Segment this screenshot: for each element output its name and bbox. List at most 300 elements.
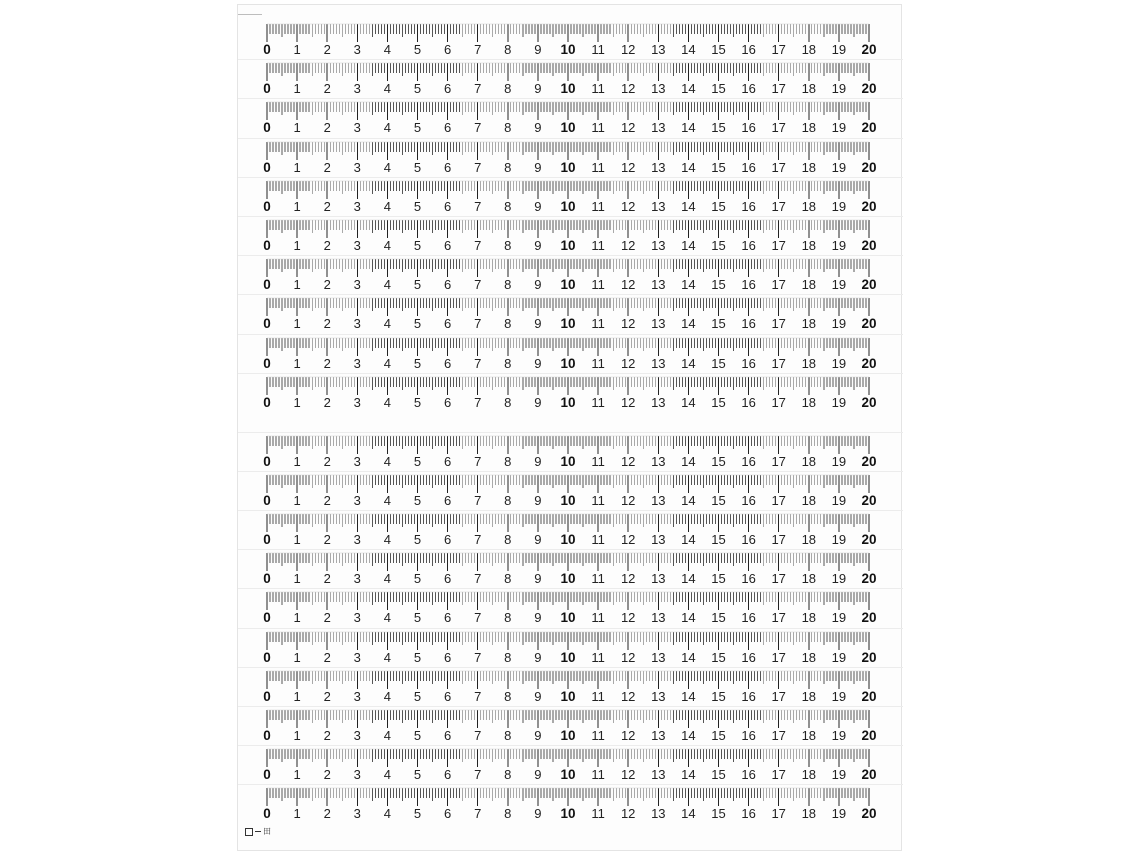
ruler-label: 3	[353, 42, 361, 57]
ruler-label: 0	[263, 805, 271, 821]
ruler-label: 8	[504, 766, 512, 782]
ruler-label: 18	[801, 766, 817, 782]
ruler-label: 5	[413, 688, 422, 704]
ruler-label: 17	[771, 120, 786, 136]
ruler-label: 0	[263, 198, 271, 214]
ruler-label: 13	[651, 571, 666, 587]
ruler-label: 17	[771, 42, 786, 57]
ruler-strip	[238, 511, 903, 550]
ruler-label: 13	[651, 766, 666, 782]
ruler-label: 11	[591, 454, 605, 469]
ruler-label: 15	[711, 277, 726, 293]
ruler-label: 4	[383, 766, 392, 782]
ruler-label: 8	[504, 688, 512, 704]
ruler-label: 14	[681, 277, 696, 293]
ruler-label: 0	[263, 454, 271, 469]
ruler-label: 4	[383, 688, 392, 704]
ruler-label: 16	[741, 394, 756, 410]
ruler-label: 11	[591, 688, 605, 704]
ruler-label: 8	[504, 355, 512, 371]
ruler-label: 15	[711, 355, 726, 371]
ruler-label: 11	[591, 277, 605, 293]
ruler-label: 5	[413, 493, 422, 509]
ruler-label: 1	[293, 766, 301, 782]
ruler-label: 16	[741, 727, 756, 743]
ruler-label: 2	[323, 120, 331, 136]
ruler-label: 19	[831, 81, 847, 97]
ruler-label: 8	[504, 649, 512, 665]
ruler-label: 16	[741, 81, 756, 97]
ruler-label: 9	[534, 610, 542, 626]
ruler-label: 10	[560, 159, 576, 175]
ruler-label: 9	[534, 198, 542, 214]
ruler-label: 19	[831, 649, 847, 665]
ruler-strip	[238, 217, 903, 256]
ruler-label: 19	[831, 454, 847, 469]
ruler-label: 13	[651, 355, 666, 371]
ruler-label: 20	[861, 316, 877, 332]
ruler-label: 17	[771, 493, 786, 509]
ruler-label: 18	[801, 649, 817, 665]
ruler-label: 0	[263, 42, 271, 57]
ruler-label: 12	[620, 120, 636, 136]
ruler-label: 4	[383, 610, 392, 626]
ruler-label: 3	[353, 159, 361, 175]
ruler-label: 9	[534, 532, 542, 548]
ruler-label: 2	[323, 355, 331, 371]
strip-divider	[238, 255, 903, 256]
ruler-label: 1	[293, 81, 301, 97]
ruler-label: 6	[443, 277, 452, 293]
ruler-strip	[238, 295, 903, 334]
ruler-label: 1	[293, 805, 301, 821]
strip-divider	[238, 784, 903, 785]
ruler-label: 10	[560, 316, 576, 332]
ruler-label: 12	[620, 355, 636, 371]
ruler-label: 13	[651, 532, 666, 548]
ruler-label: 4	[383, 394, 392, 410]
ruler-label: 10	[560, 42, 576, 57]
ruler-label: 5	[413, 649, 422, 665]
ruler-label: 10	[560, 610, 576, 626]
ruler-label: 12	[620, 42, 636, 57]
ruler-strip	[238, 668, 903, 707]
ruler-label: 14	[681, 610, 696, 626]
ruler-label: 12	[620, 766, 636, 782]
ruler-label: 1	[293, 727, 301, 743]
ruler-label: 12	[620, 277, 636, 293]
ruler-label: 10	[560, 532, 576, 548]
ruler-label: 13	[651, 454, 666, 469]
ruler-label: 1	[293, 120, 301, 136]
ruler-label: 2	[323, 493, 331, 509]
ruler-label: 16	[741, 610, 756, 626]
ruler-label: 10	[560, 198, 576, 214]
footer-mark-text: 田	[263, 827, 271, 836]
ruler-label: 18	[801, 454, 817, 469]
ruler-label: 8	[504, 42, 512, 57]
ruler-label: 0	[263, 532, 271, 548]
ruler-label: 12	[620, 532, 636, 548]
ruler-label: 2	[323, 532, 331, 548]
ruler-label: 11	[591, 198, 605, 214]
ruler-label: 18	[801, 238, 817, 253]
ruler-label: 15	[711, 493, 726, 509]
ruler-label: 5	[413, 277, 422, 293]
ruler-label: 0	[263, 316, 271, 332]
ruler-label: 6	[443, 493, 452, 509]
ruler-label: 19	[831, 316, 847, 332]
ruler-label: 2	[323, 238, 331, 253]
ruler-label: 9	[534, 159, 542, 175]
ruler-label: 10	[560, 277, 576, 293]
ruler-label: 8	[504, 727, 512, 743]
ruler-label: 9	[534, 766, 542, 782]
ruler-label: 16	[741, 454, 756, 469]
ruler-label: 15	[711, 610, 726, 626]
ruler-label: 12	[620, 727, 636, 743]
ruler-label: 2	[323, 198, 331, 214]
ruler-label: 2	[323, 394, 331, 410]
ruler-label: 15	[711, 688, 726, 704]
ruler-label: 8	[504, 532, 512, 548]
ruler-label: 13	[651, 649, 666, 665]
ruler-label: 8	[504, 394, 512, 410]
ruler-label: 15	[711, 727, 726, 743]
ruler-label: 18	[801, 727, 817, 743]
ruler-label: 3	[353, 727, 361, 743]
ruler-label: 8	[504, 120, 512, 136]
strip-divider	[238, 373, 903, 374]
ruler-label: 13	[651, 159, 666, 175]
ruler-label: 20	[861, 571, 877, 587]
ruler-label: 10	[560, 394, 576, 410]
ruler-strip	[238, 629, 903, 668]
ruler-label: 7	[474, 81, 482, 97]
ruler-label: 1	[293, 159, 301, 175]
ruler-label: 3	[353, 610, 361, 626]
ruler-label: 5	[413, 238, 422, 253]
ruler-label: 6	[443, 766, 452, 782]
ruler-label: 7	[474, 159, 482, 175]
ruler-label: 1	[293, 316, 301, 332]
ruler-label: 9	[534, 355, 542, 371]
ruler-label: 14	[681, 493, 696, 509]
ruler-label: 6	[443, 610, 452, 626]
ruler-label: 20	[861, 394, 877, 410]
strip-divider	[238, 706, 903, 707]
ruler-label: 4	[383, 649, 392, 665]
ruler-label: 6	[443, 159, 452, 175]
ruler-label: 17	[771, 766, 786, 782]
ruler-label: 20	[861, 805, 877, 821]
ruler-label: 11	[591, 238, 605, 253]
ruler-label: 17	[771, 316, 786, 332]
ruler-label: 9	[534, 649, 542, 665]
ruler-label: 16	[741, 571, 756, 587]
ruler-label: 14	[681, 81, 696, 97]
ruler-label: 10	[560, 649, 576, 665]
ruler-label: 9	[534, 493, 542, 509]
ruler-label: 10	[560, 571, 576, 587]
ruler-label: 20	[861, 454, 877, 469]
ruler-label: 9	[534, 120, 542, 136]
ruler-label: 7	[474, 355, 482, 371]
ruler-label: 12	[620, 159, 636, 175]
square-icon	[245, 828, 253, 836]
ruler-label: 11	[591, 355, 605, 371]
ruler-label: 12	[620, 81, 636, 97]
ruler-strip	[238, 472, 903, 511]
ruler-label: 10	[560, 805, 576, 821]
ruler-label: 8	[504, 571, 512, 587]
ruler-label: 1	[293, 571, 301, 587]
ruler-label: 1	[293, 493, 301, 509]
ruler-label: 7	[474, 454, 482, 469]
ruler-label: 6	[443, 649, 452, 665]
ruler-label: 0	[263, 493, 271, 509]
ruler-label: 3	[353, 766, 361, 782]
ruler-label: 13	[651, 688, 666, 704]
ruler-label: 4	[383, 727, 392, 743]
ruler-label: 12	[620, 394, 636, 410]
ruler-label: 19	[831, 42, 847, 57]
ruler-label: 2	[323, 688, 331, 704]
ruler-label: 6	[443, 355, 452, 371]
ruler-label: 7	[474, 727, 482, 743]
strip-divider	[238, 216, 903, 217]
ruler-label: 3	[353, 238, 361, 253]
ruler-strip	[238, 374, 903, 413]
strip-divider	[238, 432, 903, 433]
ruler-label: 20	[861, 120, 877, 136]
ruler-label: 1	[293, 355, 301, 371]
ruler-sheet	[237, 4, 902, 851]
ruler-label: 17	[771, 394, 786, 410]
ruler-label: 3	[353, 120, 361, 136]
ruler-label: 12	[620, 571, 636, 587]
ruler-label: 10	[560, 493, 576, 509]
ruler-label: 18	[801, 277, 817, 293]
strip-divider	[238, 588, 903, 589]
ruler-label: 16	[741, 277, 756, 293]
ruler-label: 5	[413, 805, 422, 821]
ruler-label: 2	[323, 42, 331, 57]
ruler-label: 1	[293, 532, 301, 548]
ruler-label: 16	[741, 159, 756, 175]
ruler-label: 16	[741, 532, 756, 548]
ruler-label: 6	[443, 805, 452, 821]
ruler-label: 5	[413, 394, 422, 410]
ruler-label: 9	[534, 42, 542, 57]
ruler-label: 13	[651, 805, 666, 821]
ruler-label: 0	[263, 571, 271, 587]
ruler-label: 20	[861, 493, 877, 509]
ruler-label: 18	[801, 610, 817, 626]
ruler-label: 1	[293, 649, 301, 665]
ruler-label: 20	[861, 198, 877, 214]
ruler-label: 16	[741, 493, 756, 509]
ruler-label: 0	[263, 727, 271, 743]
ruler-label: 15	[711, 159, 726, 175]
ruler-label: 9	[534, 238, 542, 253]
ruler-label: 19	[831, 727, 847, 743]
ruler-label: 11	[591, 316, 605, 332]
ruler-label: 18	[801, 42, 817, 57]
ruler-strip	[238, 256, 903, 295]
ruler-label: 14	[681, 316, 696, 332]
ruler-strip	[238, 785, 903, 824]
ruler-label: 7	[474, 649, 482, 665]
ruler-strip	[238, 707, 903, 746]
ruler-label: 7	[474, 316, 482, 332]
ruler-label: 4	[383, 159, 392, 175]
strip-divider	[238, 138, 903, 139]
ruler-label: 12	[620, 805, 636, 821]
ruler-label: 6	[443, 394, 452, 410]
ruler-label: 9	[534, 454, 542, 469]
ruler-label: 4	[383, 198, 392, 214]
ruler-label: 14	[681, 727, 696, 743]
ruler-label: 9	[534, 277, 542, 293]
ruler-label: 9	[534, 571, 542, 587]
ruler-label: 20	[861, 277, 877, 293]
ruler-label: 17	[771, 805, 786, 821]
ruler-label: 14	[681, 159, 696, 175]
ruler-label: 20	[861, 766, 877, 782]
ruler-label: 16	[741, 355, 756, 371]
ruler-label: 12	[620, 649, 636, 665]
ruler-label: 12	[620, 454, 636, 469]
ruler-label: 17	[771, 198, 786, 214]
ruler-label: 16	[741, 42, 756, 57]
ruler-label: 13	[651, 277, 666, 293]
ruler-label: 17	[771, 532, 786, 548]
ruler-label: 14	[681, 198, 696, 214]
ruler-label: 18	[801, 532, 817, 548]
ruler-label: 19	[831, 688, 847, 704]
ruler-label: 14	[681, 766, 696, 782]
ruler-label: 7	[474, 42, 482, 57]
ruler-label: 5	[413, 610, 422, 626]
ruler-label: 11	[591, 120, 605, 136]
ruler-label: 2	[323, 727, 331, 743]
ruler-label: 1	[293, 394, 301, 410]
ruler-label: 6	[443, 454, 452, 469]
ruler-label: 3	[353, 81, 361, 97]
ruler-label: 20	[861, 727, 877, 743]
ruler-label: 0	[263, 159, 271, 175]
ruler-label: 11	[591, 766, 605, 782]
ruler-label: 18	[801, 394, 817, 410]
ruler-label: 4	[383, 454, 392, 469]
ruler-label: 8	[504, 454, 512, 469]
ruler-label: 6	[443, 198, 452, 214]
ruler-label: 2	[323, 571, 331, 587]
ruler-label: 19	[831, 120, 847, 136]
ruler-label: 8	[504, 316, 512, 332]
ruler-label: 10	[560, 120, 576, 136]
ruler-label: 10	[560, 766, 576, 782]
ruler-label: 19	[831, 198, 847, 214]
ruler-strip	[238, 746, 903, 785]
ruler-label: 4	[383, 238, 392, 253]
ruler-label: 17	[771, 688, 786, 704]
ruler-label: 7	[474, 238, 482, 253]
ruler-label: 0	[263, 120, 271, 136]
ruler-label: 6	[443, 42, 452, 57]
ruler-label: 5	[413, 532, 422, 548]
ruler-label: 19	[831, 610, 847, 626]
ruler-label: 20	[861, 42, 877, 57]
ruler-label: 4	[383, 81, 392, 97]
ruler-label: 4	[383, 42, 392, 57]
ruler-label: 7	[474, 766, 482, 782]
ruler-label: 12	[620, 493, 636, 509]
ruler-strip	[238, 139, 903, 178]
ruler-label: 0	[263, 688, 271, 704]
ruler-label: 13	[651, 316, 666, 332]
ruler-label: 19	[831, 571, 847, 587]
ruler-label: 1	[293, 42, 301, 57]
ruler-label: 7	[474, 610, 482, 626]
ruler-label: 13	[651, 727, 666, 743]
ruler-label: 3	[353, 805, 361, 821]
ruler-label: 7	[474, 571, 482, 587]
ruler-strip	[238, 178, 903, 217]
strip-divider	[238, 98, 903, 99]
ruler-label: 20	[861, 81, 877, 97]
ruler-label: 9	[534, 805, 542, 821]
ruler-label: 18	[801, 120, 817, 136]
ruler-label: 15	[711, 120, 726, 136]
ruler-label: 8	[504, 277, 512, 293]
ruler-label: 16	[741, 766, 756, 782]
ruler-label: 7	[474, 688, 482, 704]
ruler-label: 1	[293, 688, 301, 704]
ruler-label: 6	[443, 727, 452, 743]
ruler-label: 5	[413, 81, 422, 97]
ruler-label: 10	[560, 727, 576, 743]
ruler-label: 17	[771, 81, 786, 97]
ruler-label: 7	[474, 394, 482, 410]
ruler-label: 20	[861, 688, 877, 704]
ruler-label: 1	[293, 198, 301, 214]
ruler-label: 3	[353, 277, 361, 293]
ruler-label: 19	[831, 493, 847, 509]
ruler-label: 17	[771, 610, 786, 626]
ruler-label: 14	[681, 571, 696, 587]
ruler-label: 6	[443, 688, 452, 704]
ruler-label: 2	[323, 454, 331, 469]
ruler-label: 5	[413, 159, 422, 175]
ruler-label: 0	[263, 394, 271, 410]
strip-divider	[238, 745, 903, 746]
ruler-strip	[238, 60, 903, 99]
ruler-label: 5	[413, 571, 422, 587]
ruler-label: 11	[591, 159, 605, 175]
ruler-label: 15	[711, 238, 726, 253]
strip-divider	[238, 59, 903, 60]
ruler-label: 4	[383, 571, 392, 587]
ruler-label: 10	[560, 355, 576, 371]
ruler-label: 3	[353, 649, 361, 665]
ruler-label: 0	[263, 81, 271, 97]
ruler-label: 18	[801, 571, 817, 587]
ruler-label: 3	[353, 355, 361, 371]
ruler-label: 20	[861, 159, 877, 175]
ruler-label: 7	[474, 277, 482, 293]
